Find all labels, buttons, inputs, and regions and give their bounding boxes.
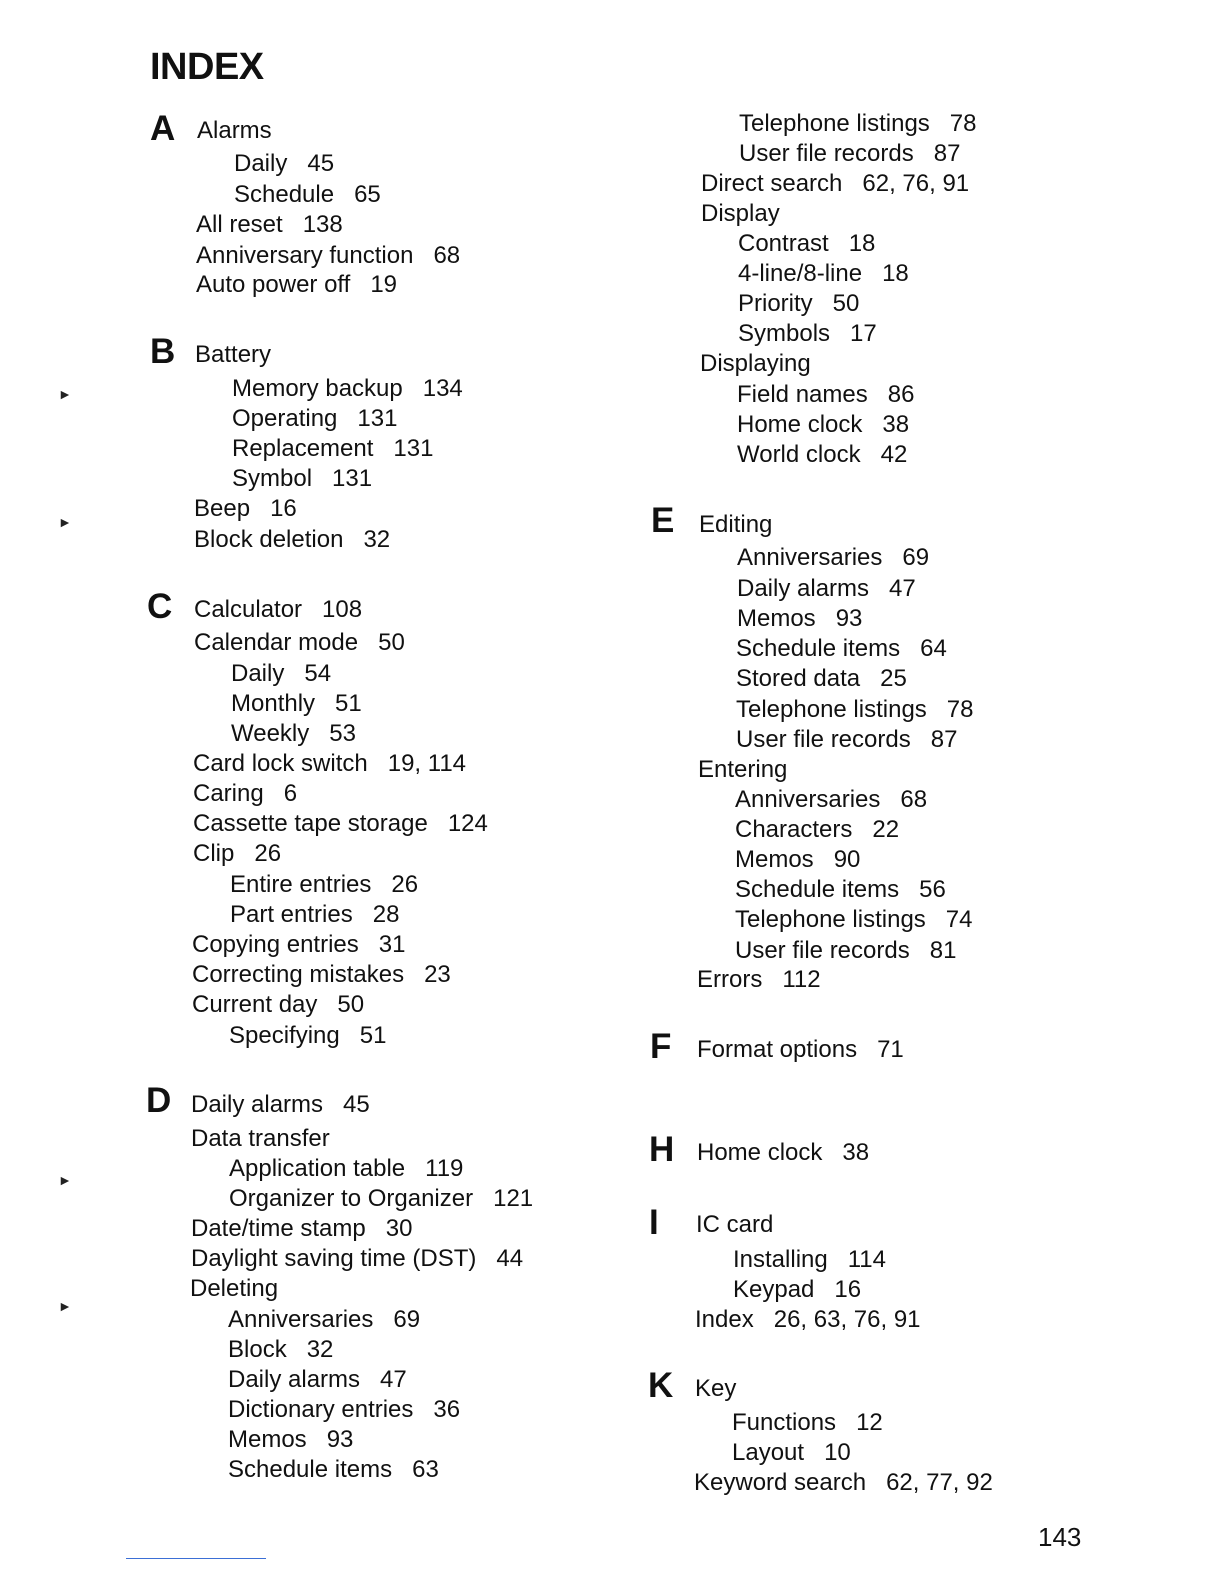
index-entry: Daylight saving time (DST) 44 <box>191 1245 524 1272</box>
margin-mark: ► <box>58 386 72 402</box>
index-entry: Entire entries 26 <box>230 871 419 898</box>
index-entry: World clock 42 <box>737 441 908 468</box>
section-letter-k: K <box>648 1366 674 1405</box>
index-entry: Anniversaries 68 <box>735 786 928 813</box>
index-entry: Displaying <box>700 350 811 377</box>
index-entry: Index 26, 63, 76, 91 <box>695 1306 921 1333</box>
index-entry: Data transfer <box>191 1125 330 1152</box>
index-entry: Contrast 18 <box>738 230 876 257</box>
index-entry: Schedule items 56 <box>735 876 946 903</box>
page-title: INDEX <box>150 46 264 88</box>
index-entry: Memory backup 134 <box>232 375 463 402</box>
section-letter-a: A <box>150 109 176 148</box>
index-entry: Field names 86 <box>737 381 915 408</box>
index-entry: Monthly 51 <box>231 690 362 717</box>
index-entry: Memos 93 <box>228 1426 354 1453</box>
section-letter-h: H <box>649 1130 675 1169</box>
index-entry: Keypad 16 <box>733 1276 862 1303</box>
index-entry: Organizer to Organizer 121 <box>229 1185 534 1212</box>
index-entry: Errors 112 <box>697 966 821 993</box>
index-entry: Date/time stamp 30 <box>191 1215 413 1242</box>
section-letter-e: E <box>651 501 675 540</box>
index-entry: Correcting mistakes 23 <box>192 961 451 988</box>
index-entry: Schedule items 63 <box>228 1456 439 1483</box>
index-entry: User file records 87 <box>736 726 958 753</box>
index-entry: Priority 50 <box>738 290 860 317</box>
index-entry: User file records 81 <box>735 937 957 964</box>
index-entry: Cassette tape storage 124 <box>193 810 488 837</box>
index-entry: Daily alarms 45 <box>191 1091 370 1118</box>
index-entry: Part entries 28 <box>230 901 400 928</box>
index-entry: Editing <box>699 511 773 538</box>
index-entry: Calendar mode 50 <box>194 629 405 656</box>
index-entry: Application table 119 <box>229 1155 464 1182</box>
index-entry: Home clock 38 <box>737 411 910 438</box>
index-entry: Alarms <box>197 117 272 144</box>
index-entry: Functions 12 <box>732 1409 883 1436</box>
index-entry: Beep 16 <box>194 495 297 522</box>
index-entry: Clip 26 <box>193 840 282 867</box>
index-entry: All reset 138 <box>196 211 343 238</box>
index-entry: Format options 71 <box>697 1036 904 1063</box>
index-entry: Weekly 53 <box>231 720 356 747</box>
index-entry: Symbols 17 <box>738 320 877 347</box>
index-entry: Block 32 <box>228 1336 334 1363</box>
index-entry: Caring 6 <box>193 780 298 807</box>
index-entry: Home clock 38 <box>697 1139 870 1166</box>
index-entry: Current day 50 <box>192 991 365 1018</box>
margin-mark: ► <box>58 1172 72 1188</box>
section-letter-c: C <box>147 587 173 626</box>
section-letter-i: I <box>649 1203 659 1242</box>
index-entry: Replacement 131 <box>232 435 434 462</box>
section-letter-d: D <box>146 1081 172 1120</box>
section-letter-b: B <box>150 332 176 371</box>
index-entry: Auto power off 19 <box>196 271 398 298</box>
margin-mark: ► <box>58 1298 72 1314</box>
index-entry: Telephone listings 74 <box>735 906 973 933</box>
margin-mark: ► <box>58 514 72 530</box>
index-entry: Anniversaries 69 <box>228 1306 421 1333</box>
page-number: 143 <box>1038 1522 1082 1552</box>
index-entry: Anniversaries 69 <box>737 544 930 571</box>
index-entry: Installing 114 <box>733 1246 886 1273</box>
index-entry: Copying entries 31 <box>192 931 406 958</box>
index-entry: Calculator 108 <box>194 596 363 623</box>
index-entry: Key <box>695 1375 737 1402</box>
index-entry: Daily 54 <box>231 660 332 687</box>
index-entry: Deleting <box>190 1275 279 1302</box>
index-entry: Battery <box>195 341 272 368</box>
index-entry: Symbol 131 <box>232 465 373 492</box>
index-entry: 4-line/8-line 18 <box>738 260 909 287</box>
index-entry: Telephone listings 78 <box>739 110 977 137</box>
index-entry: Block deletion 32 <box>194 526 391 553</box>
section-letter-f: F <box>650 1027 672 1066</box>
index-entry: Daily alarms 47 <box>737 575 916 602</box>
index-entry: Anniversary function 68 <box>196 242 461 269</box>
index-entry: Dictionary entries 36 <box>228 1396 461 1423</box>
index-entry: IC card <box>696 1211 774 1238</box>
index-entry: Card lock switch 19, 114 <box>193 750 467 777</box>
footer-rule <box>126 1558 266 1559</box>
index-entry: Schedule 65 <box>234 181 381 208</box>
index-entry: Entering <box>698 756 788 783</box>
index-entry: Direct search 62, 76, 91 <box>701 170 970 197</box>
index-entry: Memos 93 <box>737 605 863 632</box>
index-entry: Specifying 51 <box>229 1022 387 1049</box>
index-entry: Layout 10 <box>732 1439 851 1466</box>
index-entry: Keyword search 62, 77, 92 <box>694 1469 993 1496</box>
index-entry: Daily alarms 47 <box>228 1366 407 1393</box>
index-entry: Display <box>701 200 780 227</box>
index-entry: Telephone listings 78 <box>736 696 974 723</box>
index-entry: Characters 22 <box>735 816 900 843</box>
index-entry: Memos 90 <box>735 846 861 873</box>
index-entry: Daily 45 <box>234 150 335 177</box>
index-entry: Schedule items 64 <box>736 635 947 662</box>
index-entry: Operating 131 <box>232 405 398 432</box>
index-entry: Stored data 25 <box>736 665 907 692</box>
index-entry: User file records 87 <box>739 140 961 167</box>
